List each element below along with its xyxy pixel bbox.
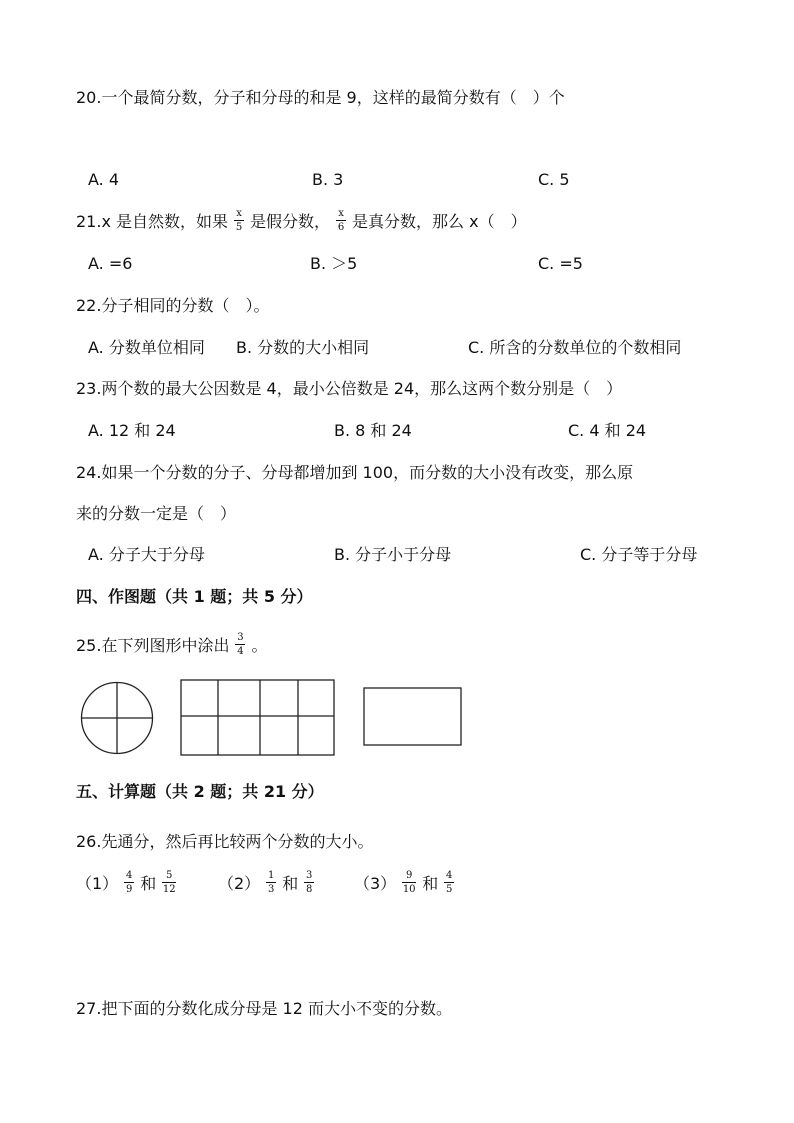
and-word: 和 [422, 874, 439, 893]
fraction-1-over-3 [266, 870, 276, 895]
q23-option-a[interactable]: A. 12 和 24 [88, 421, 176, 440]
q21-option-b[interactable]: B. ＞5 [310, 254, 358, 273]
fraction-denominator: 10 [402, 884, 416, 895]
q26-item-1 [76, 872, 182, 897]
fraction-denominator: 4 [237, 646, 244, 657]
fraction-4-over-5 [444, 870, 454, 895]
q24-option-b[interactable]: B. 分子小于分母 [334, 545, 452, 564]
question-20: 20.一个最简分数，分子和分母的和是 9，这样的最简分数有（ ）个 [76, 88, 565, 107]
fraction-numerator: x [338, 208, 344, 219]
q24-option-a[interactable]: A. 分子大于分母 [88, 545, 205, 564]
question-24-line-2: 来的分数一定是（ ） [76, 504, 237, 523]
q21-mid: 是假分数， [250, 212, 331, 231]
circle-figure[interactable] [78, 680, 156, 756]
item-label: （3） [354, 874, 397, 893]
fraction-4-over-9 [124, 870, 134, 895]
fraction-denominator: 5 [235, 222, 243, 233]
fraction-9-over-10 [402, 870, 416, 895]
section-4-title: 四、作图题（共 1 题；共 5 分） [76, 587, 313, 606]
q26-item-2 [218, 872, 320, 897]
fraction-numerator: 9 [406, 870, 413, 881]
q22-option-a[interactable]: A. 分数单位相同 [88, 338, 205, 357]
fraction-denominator: 6 [337, 222, 345, 233]
and-word: 和 [140, 874, 157, 893]
fraction-denominator: 5 [446, 884, 453, 895]
question-22: 22.分子相同的分数（ ）。 [76, 296, 270, 315]
q25-fraction-3-over-4 [235, 632, 245, 657]
grid-rectangle-figure[interactable] [180, 679, 336, 757]
q21-option-c[interactable]: C. =5 [538, 254, 583, 273]
and-word: 和 [282, 874, 299, 893]
fraction-numerator: 3 [306, 870, 313, 881]
section-5-title: 五、计算题（共 2 题；共 21 分） [76, 782, 324, 801]
fraction-denominator: 9 [126, 884, 133, 895]
item-label: （2） [218, 874, 261, 893]
fraction-numerator: 4 [446, 870, 453, 881]
fraction-numerator: 5 [166, 870, 173, 881]
fraction-denominator: 12 [162, 884, 176, 895]
question-23: 23.两个数的最大公因数是 4，最小公倍数是 24，那么这两个数分别是（ ） [76, 379, 623, 398]
q20-option-c[interactable]: C. 5 [538, 170, 570, 189]
q21-fraction-x-over-5 [234, 208, 244, 233]
q25-suffix: 。 [251, 636, 268, 655]
q23-option-c[interactable]: C. 4 和 24 [568, 421, 647, 440]
fraction-3-over-8 [304, 870, 314, 895]
q21-option-a[interactable]: A. =6 [88, 254, 133, 273]
q20-option-b[interactable]: B. 3 [312, 170, 344, 189]
q23-option-b[interactable]: B. 8 和 24 [334, 421, 412, 440]
question-21 [76, 210, 527, 235]
q24-option-c[interactable]: C. 分子等于分母 [580, 545, 698, 564]
question-26: 26.先通分，然后再比较两个分数的大小。 [76, 832, 374, 851]
q25-prefix: 25.在下列图形中涂出 [76, 636, 230, 655]
plain-rectangle-figure[interactable] [363, 687, 463, 747]
question-27: 27.把下面的分数化成分母是 12 而大小不变的分数。 [76, 999, 452, 1018]
item-label: （1） [76, 874, 119, 893]
fraction-numerator: 4 [126, 870, 133, 881]
q22-option-b[interactable]: B. 分数的大小相同 [236, 338, 370, 357]
question-25 [76, 634, 267, 659]
question-24-line-1: 24.如果一个分数的分子、分母都增加到 100，而分数的大小没有改变，那么原 [76, 463, 634, 482]
q22-option-c[interactable]: C. 所含的分数单位的个数相同 [468, 338, 682, 357]
q21-suffix: 是真分数，那么 x（ ） [352, 212, 527, 231]
fraction-numerator: x [236, 208, 242, 219]
fraction-5-over-12 [162, 870, 176, 895]
q26-item-3 [354, 872, 460, 897]
q21-prefix: 21.x 是自然数，如果 [76, 212, 229, 231]
q20-option-a[interactable]: A. 4 [88, 170, 120, 189]
fraction-denominator: 3 [268, 884, 275, 895]
fraction-numerator: 1 [268, 870, 275, 881]
fraction-numerator: 3 [237, 632, 244, 643]
q21-fraction-x-over-6 [336, 208, 346, 233]
fraction-denominator: 8 [306, 884, 313, 895]
